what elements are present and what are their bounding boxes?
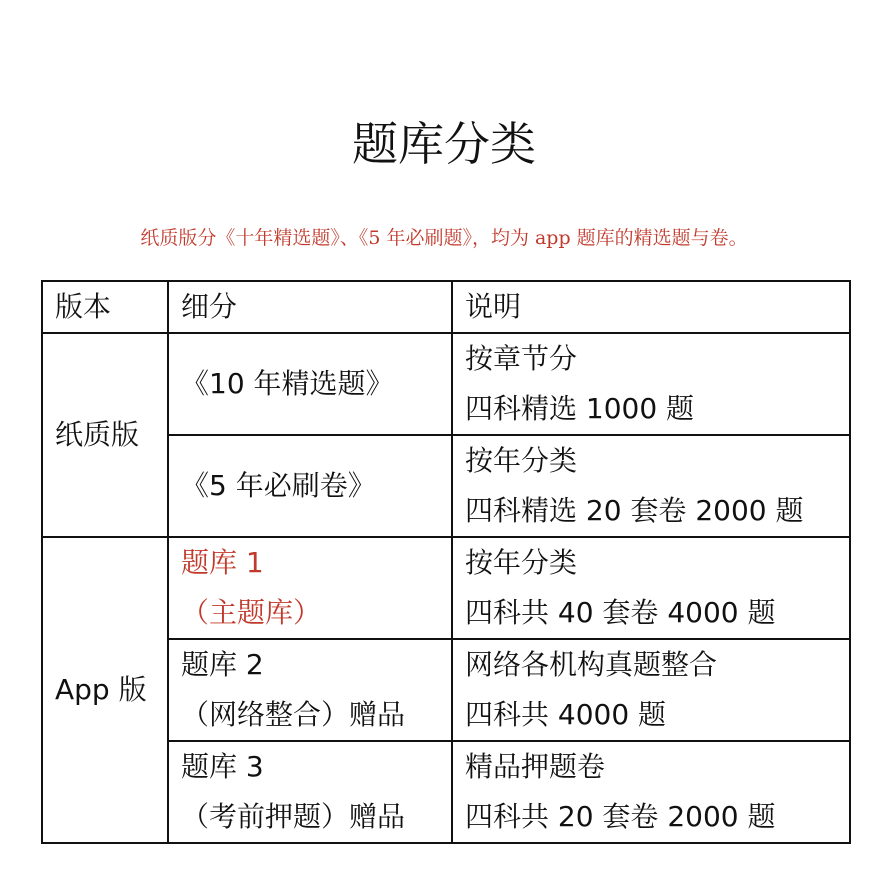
- table-row: [42, 333, 850, 435]
- description-line: 四科共 40 套卷 4000 题: [465, 596, 776, 629]
- subcategory-name: 题库 3: [181, 750, 264, 783]
- header-version: 版本: [42, 281, 168, 333]
- subcategory-note: （考前押题）赠品: [181, 800, 406, 833]
- header-subcategory: 细分: [168, 281, 452, 333]
- table-header-row: [42, 281, 850, 333]
- subcategory-cell: [168, 537, 452, 639]
- subcategory-cell: [168, 741, 452, 843]
- description-line: 按年分类: [465, 546, 578, 579]
- description-line: 四科精选 20 套卷 2000 题: [465, 494, 804, 527]
- description-line: 精品押题卷: [465, 750, 606, 783]
- description-cell: [452, 333, 850, 435]
- subcategory-note: （主题库）: [181, 596, 322, 629]
- description-line: 四科共 4000 题: [465, 698, 667, 731]
- subcategory-name: 《5 年必刷卷》: [181, 469, 376, 502]
- subcategory-cell: [168, 435, 452, 537]
- description-line: 按章节分: [465, 342, 578, 375]
- intro-note: 纸质版分《十年精选题》、《5 年必刷题》，均为 app 题库的精选题与卷。: [140, 227, 748, 249]
- subcategory-name: 《10 年精选题》: [181, 367, 394, 400]
- subcategory-name: 题库 1: [181, 546, 264, 579]
- description-line: 网络各机构真题整合: [465, 648, 718, 681]
- description-line: 四科精选 1000 题: [465, 392, 695, 425]
- subcategory-cell: [168, 639, 452, 741]
- description-line: 四科共 20 套卷 2000 题: [465, 800, 776, 833]
- question-bank-table: [41, 280, 851, 844]
- version-app: App 版: [42, 537, 168, 843]
- version-paper: 纸质版: [42, 333, 168, 537]
- page-title: 题库分类: [352, 117, 536, 171]
- header-description: 说明: [452, 281, 850, 333]
- description-cell: [452, 435, 850, 537]
- subcategory-note: （网络整合）赠品: [181, 698, 406, 731]
- description-cell: [452, 741, 850, 843]
- subcategory-name: 题库 2: [181, 648, 264, 681]
- description-cell: [452, 639, 850, 741]
- description-line: 按年分类: [465, 444, 578, 477]
- subcategory-cell: [168, 333, 452, 435]
- table-row: [42, 537, 850, 639]
- description-cell: [452, 537, 850, 639]
